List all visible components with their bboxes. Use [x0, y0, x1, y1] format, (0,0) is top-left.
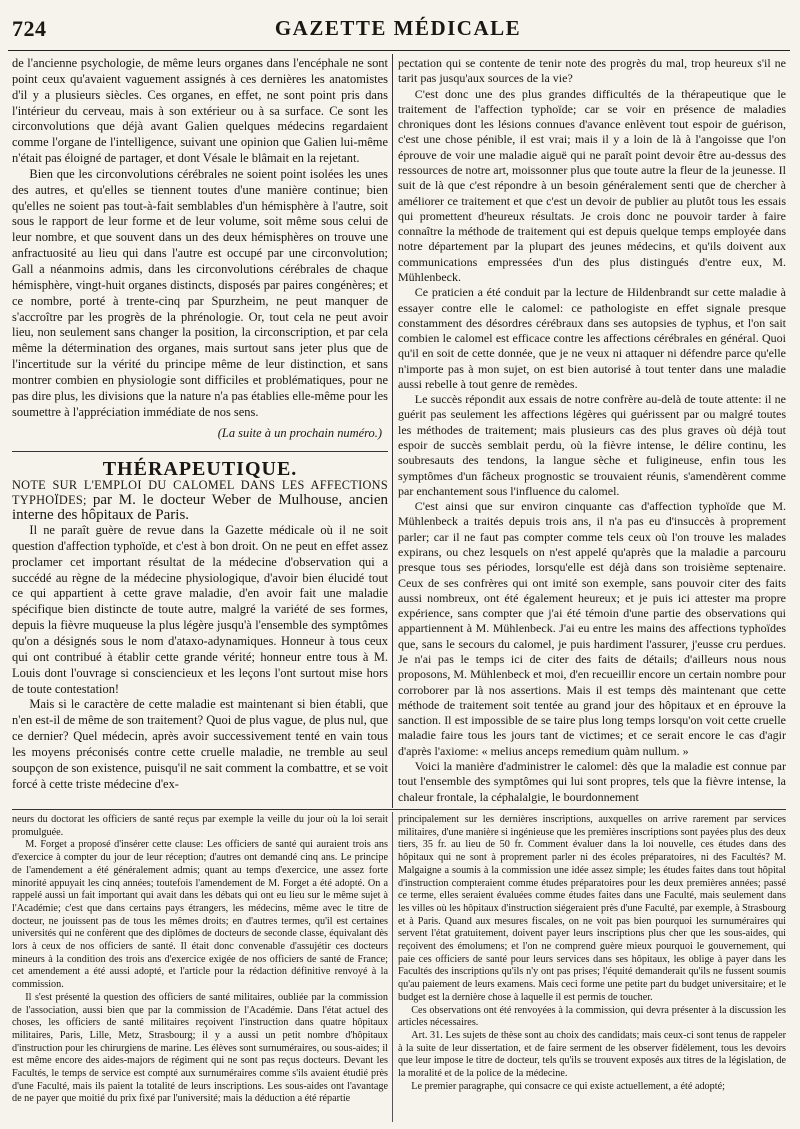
header-rule: [8, 50, 790, 51]
footnote-paragraph: neurs du doctorat les officiers de santé reçus par exemple la veille du jour où la loi serait promulguée.: [12, 814, 388, 838]
page-number: 724: [12, 16, 47, 41]
footnote-paragraph: Il s'est présenté la question des officiers de santé militaires, oubliée par la commission de l'association, aussi bien que par la commission de l'Académie. Dans l'état actuel des choses, les officiers de santé militaires reçoivent l'instruction dans quatre hôpitaux militaires, Paris, Lille, Metz, Strasbourg; il y a aussi un petit nombre d'hôpitaux d'instruction pour les chirurgiens de marine. Les élèves sont surnuméraires, ou sous-aides; il est même encore des aides-majors de régiment qui ne sont pas reçus docteurs. Devant les Facultés, le temps de service est compté aux surnuméraires comme s'ils avaient étudié près d'une Faculté, mais ils paient la totalité de leurs inscriptions. Les sous-aides ont l'avantage de ne payer que moitié du prix fixé par l'université; mais la déduction a été répartie: [12, 991, 388, 1105]
footnote-left-column: [12, 814, 388, 1119]
paragraph: C'est donc une des plus grandes difficultés de la thérapeutique que le traitement de l'affection typhoïde; car se voir en présence de maladies chroniques dont les lésions connues d'avance enlèvent tout espoir de guérison, c'est une chose pénible, il est vrai; mais il y a loin de là à l'angoisse que l'on éprouve de voir une maladie aiguë qui ne paraît point devoir être au-dessus des ressources de notre art, moissonner plus que toute autre la fleur de la jeunesse. Il suit de là que c'est répondre à un besoin généralement senti que de chercher à améliorer ce traitement et que c'est un devoir de publier au plutôt tous les essais qui promettent d'heureux résultats. Je crois donc ne pouvoir tarder à faire connaître la méthode de traitement qui est depuis quelque temps employée dans notre département par la plupart des jeunes médecins, et qu'ils doivent aux communications empressées d'un des plus distingués d'entre eux, M. Mühlenbeck.: [398, 86, 786, 284]
footnote-paragraph: Le premier paragraphe, qui consacre ce qui existe actuellement, a été adopté;: [411, 1080, 725, 1092]
paragraph: Ce praticien a été conduit par la lecture de Hildenbrandt sur cette maladie à essayer contre elle le calomel: ce pathologiste en effet signale presque constamment des désordres cérébraux dans ses autopsies de typhus, et l'on sait combien le calomel est efficace contre les affections cérébrales en général. Quoi qu'il en soit de cette donnée, que je ne veux ni attaquer ni défendre parce qu'elle n'importe pas à mon sujet, on est bien autorisé à tout tenter dans une maladie aussi rebelle à tout genre de remèdes.: [398, 285, 786, 391]
paragraph: Bien que les circonvolutions cérébrales ne soient point isolées les unes des autres, et qu'elles se tiennent toutes d'une manière continue; bien qu'elles ne soient pas tout-à-fait semblables d'un hémisphère à l'autre, soit sous le rapport de leur forme et de leur volume, soit même sous celui de leur nombre, et que souvent dans un des deux hémisphères on trouve une anfractuosité au lieu qui dans l'autre est occupé par une circonvolution; Gall a néanmoins admis, dans les circonvolutions cérébrales de chaque hémisphère, vingt-huit organes distincts, disposés par paires congénères; et ce nombre, porté à trente-cinq par Spurzheim, ne peut manquer de s'accroître par les progrès de la phrénologie. Or, tout cela ne peut avoir lieu, non seulement sans changer la position, la circonscription, et par cela même la détermination des organes, mais surtout sans jeter plus que de l'incertitude sur la vérité du principe même de leur distinction, et sans montrer combien en physiologie sont difficiles et problématiques, pour ne pas dire plus, les divisions que la nature n'a pas établies elle-même pour les soumettre à l'appréciation immédiate de nos sens.: [12, 166, 388, 419]
footnote-right-column: [398, 814, 786, 1119]
paragraph: Il ne paraît guère de revue dans la Gazette médicale où il ne soit question d'affection typhoïde, et c'est à bon droit. On ne peut en effet assez proclamer cet important résultat de la médecine d'observation qui a succédé au règne de la médecine physiologique, d'avoir bien élucidé tout ce qui appartient à cette grave maladie, d'en avoir fait une maladie spécifique bien distincte de toute autre, malgré la variété de ses formes, depuis la fièvre muqueuse la plus légère jusqu'à l'ensemble des symptômes qu'on a désignés sous le nom d'ataxo-adynamiques. Honneur à tous ceux qui ont contribué à établir cette grande vérité; honneur entre tous à M. Louis dont l'ouvrage si consciencieux et les leçons l'ont surtout mise hors de toute contestation!: [12, 523, 388, 696]
article-title-main: NOTE SUR L'EMPLOI DU CALOMEL DANS LES AFFECTIONS TYPHOÏDES;: [12, 478, 388, 508]
footnote-paragraph: M. Forget a proposé d'insérer cette clause: Les officiers de santé qui auraient trois ans d'exercice à compter du jour de leur réception; d'autres ont demandé cinq ans. Le principe de l'amendement a été généralement admis; quant au temps d'exercice, une assez forte minorité appuyait les cinq années; toutefois l'amendement de M. Forget a été adopté. On a rappelé aussi un fait important qui avait dans les débats qui ont eu lieu sur le même sujet à l'Académie; c'est que dans certains pays étrangers, les médecins, même avec le titre de docteur, ne jouissent pas de tous les mêmes droits; en d'autres termes, qu'il est certaines universités qui ne confèrent que des diplômes de docteurs de seconde classe, équivalant dès lors à ceux de nos officiers de santé. Il était donc convenable d'assujétir ces docteurs mineurs à la condition des trois ans d'exercice exigée de nos officiers de santé de France; cet amendement a été aussi adopté, et l'article pour la rédaction définitive renvoyé à la commission.: [12, 839, 388, 991]
paragraph: de l'ancienne psychologie, de même leurs organes dans l'encéphale ne sont point ceux qu'avaient vaguement assignés à ces dernières les anatomistes d'il y a plusieurs siècles. Ces organes, en effet, ne sont point pris dans l'intérieur du cerveau, mais à son extérieur ou à sa surface. Ce sont les circonvolutions que déjà avant Galien quelques médecins regardaient comme l'organe de l'intelligence, suivant une opinion que Galien lui-même n'était pas éloigné de partager, et dont Vésale le blâmait en la rejetant.: [12, 56, 388, 166]
article-byline: par M. le docteur Weber de Mulhouse, ancien interne des hôpitaux de Paris.: [12, 492, 388, 524]
right-column: [398, 56, 786, 808]
footnote-paragraph: Art. 31. Les sujets de thèse sont au choix des candidats; mais ceux-ci sont tenus de rappeler à la suite de leur dissertation, et de faire serment de les observer fidèlement, tous les devoirs que leur impose le titre de docteur, tels qu'ils se trouvent exposés aux titres de la législation, de la moralité et de la police de la médecine.: [398, 1029, 786, 1080]
footnote-rule: [12, 809, 786, 810]
paragraph: pectation qui se contente de tenir note des progrès du mal, trop heureux s'il ne tarit pas jusqu'aux sources de la vie?: [398, 56, 786, 86]
paragraph: Voici la manière d'administrer le calomel: dès que la maladie est connue par tout l'ensemble des symptômes qui lui sont propres, tels que la fièvre intense, la chaleur frontale, la céphalalgie, le bourdonnement: [398, 758, 786, 804]
paragraph: C'est ainsi que sur environ cinquante cas d'affection typhoïde que M. Mühlenbeck a traités depuis trois ans, il n'a pas eu d'insuccès à proprement parler; car il ne faut pas compter comme tels ceux où l'on trouve les malades expirans, ou chez lesquels on n'est appelé qu'après que la maladie a parcouru presque tous ses périodes, lorsqu'elle est déjà dans son troisième septenaire. Ceux de ses confrères qui ont imité son exemple, sans pouvoir citer des faits aussi nombreux, ont été également heureux; et je puis ici attester ma propre expérience, sans compter que j'ai été témoin d'une partie des observations qui appartiennent à M. Mühlenbeck. J'ai eu entre les mains des affections typhoïdes que, sans le secours du calomel, je puis hardiment l'assurer, j'eusse cru perdues. Je n'ai pas le temps ici de citer des faits de détails; d'ailleurs nous nous proposons, M. Mühlenbeck et moi, d'en recueillir encore un certain nombre pour corroborer par là nos assertions. Mais il est temps dès maintenant que cette méthode de traitement soit tentée au grand jour des hôpitaux et en éprouve la sanction. Il est impossible de se taire plus long temps lorsqu'on voit cette cruelle maladie faire tous les jours tant de victimes; et ce serait encore le cas d'agir d'après l'axiome: « melius anceps remedium quàm nullum. »: [398, 499, 786, 758]
footnote-paragraph: principalement sur les dernières inscriptions, auxquelles on arrive rarement par services militaires, d'une manière si ingénieuse que les premières inscriptions sont payées plus des deux tiers, 35 fr. au lieu de 50 fr. Comment évaluer dans la loi nouvelle, ces études dans des hôpitaux qui ne sont à proprement parler ni des écoles préparatoires, ni des Facultés? M. Malgaigne a soumis à la commission une idée assez simple; les études faites dans tout hôpital d'instruction compteraient comme études préparatoires pour les deux premières années; passé ce terme, elles seraient évaluées comme études faites dans une Faculté, mais seulement dans les villes où les hôpitaux d'instruction siégeraient près d'une Faculté, par exemple, à Strasbourg et à Paris. Quand aux mesures fiscales, on ne voit pas bien pourquoi les surnuméraires qui servent l'état gratuitement, doivent payer leurs inscriptions plus cher que les sous-aides, qui reçoivent des émolumens; et l'on ne comprend guère mieux pourquoi le gouvernement, qui paie ces officiers de santé pour leurs services dans ses hôpitaux, les oblige à payer dans les Facultés des inscriptions qu'ils n'y ont pas prises; l'équité demanderait qu'ils ne fussent soumis qu'au paiement de leurs examens. Mais ceci forme une petite part du budget universitaire; et le budget est la dernière chose à laquelle il est permis de toucher.: [398, 814, 786, 1003]
journal-title: GAZETTE MÉDICALE: [274, 16, 522, 40]
page-header: [8, 14, 788, 44]
column-divider: [392, 54, 393, 808]
footnote-paragraph: Ces observations ont été renvoyées à la commission, qui devra présenter à la discussion les articles nécessaires.: [398, 1004, 786, 1029]
paragraph: Mais si le caractère de cette maladie est maintenant si bien établi, que n'en est-il de même de son traitement? Quoi de plus vague, de plus nul, que ce dernier? Quel médecin, après avoir successivement tenté en vain tous les moyens préconisés contre cette cruelle maladie, ne tremble au seul soupçon de son existence, puisqu'il ne sait comment la combattre, et se voit forcé à cette triste médecine d'ex-: [12, 697, 388, 791]
left-column: [12, 56, 388, 808]
paragraph: Le succès répondit aux essais de notre confrère au-delà de toute attente: il ne guérit pas seulement les affections légères qui guérissent par ou malgré toutes les méthodes de traitement; mais plusieurs cas des plus graves où déjà tout espoir de succès semblait perdu, où la fièvre intense, le délire continu, les soubresauts des tendons, la langue sèche et fuligineuse, enfin tous les symptômes d'un fâcheux prognostic se trouvaient réunis, s'amendèrent comme par enchantement sous l'influence du calomel.: [398, 392, 786, 498]
footnote-column-divider: [392, 812, 393, 1122]
section-rule: [12, 451, 388, 452]
section-title: THÉRAPEUTIQUE.: [102, 458, 298, 481]
article-title: [12, 478, 388, 523]
continued-note: (La suite à un prochain numéro.): [217, 426, 382, 441]
